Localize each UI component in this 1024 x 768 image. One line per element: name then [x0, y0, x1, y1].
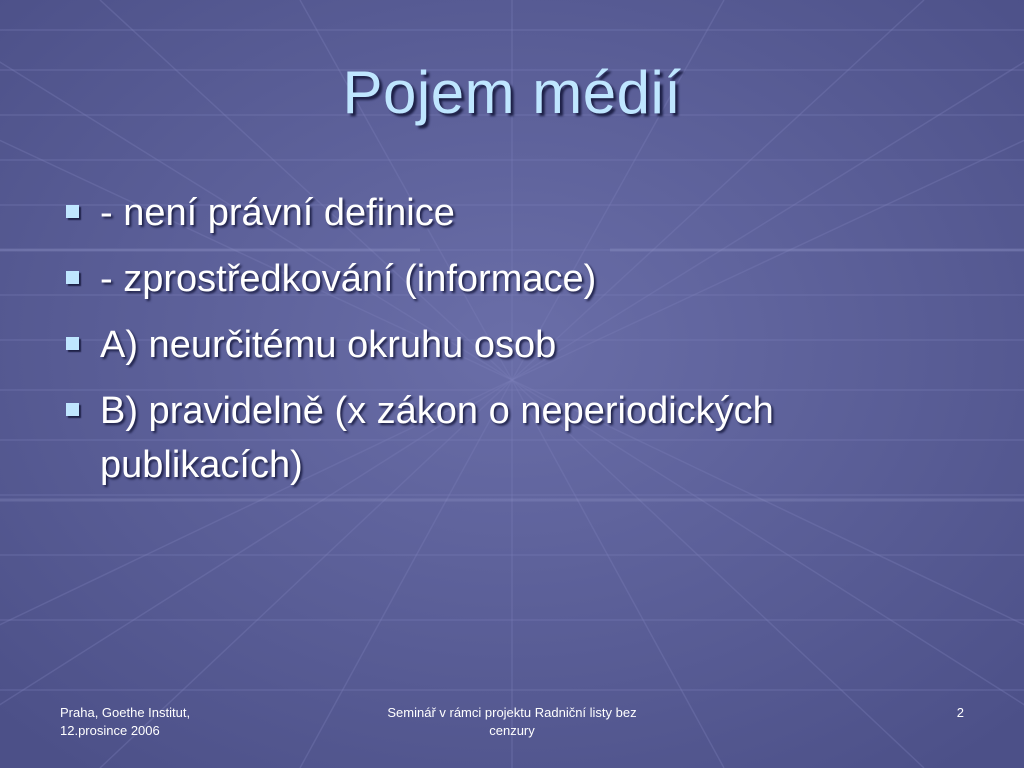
footer-seminar-line2: cenzury	[489, 723, 535, 738]
footer-location-date	[60, 704, 260, 740]
bullet-item	[62, 318, 962, 372]
square-bullet-icon	[66, 271, 79, 284]
bullet-item	[62, 384, 962, 492]
bullet-text: B) pravidelně (x zákon o neperiodických publikacích)	[100, 390, 774, 486]
slide-number: 2	[956, 705, 964, 720]
square-bullet-icon	[66, 205, 79, 218]
bullet-text: - není právní definice	[100, 192, 455, 234]
footer-date: 12.prosince 2006	[60, 723, 160, 738]
slide-title: Pojem médií	[342, 59, 682, 126]
square-bullet-icon	[66, 403, 79, 416]
bullet-text: A) neurčitému okruhu osob	[100, 324, 557, 366]
footer-seminar-title	[362, 704, 662, 740]
square-bullet-icon	[66, 337, 79, 350]
footer-seminar-line1: Seminář v rámci projektu Radniční listy bez	[387, 705, 637, 720]
bullet-item	[62, 186, 962, 240]
bullet-list	[62, 186, 962, 504]
footer-location: Praha, Goethe Institut,	[60, 705, 191, 720]
bullet-item	[62, 252, 962, 306]
bullet-text: - zprostředkování (informace)	[100, 258, 597, 300]
